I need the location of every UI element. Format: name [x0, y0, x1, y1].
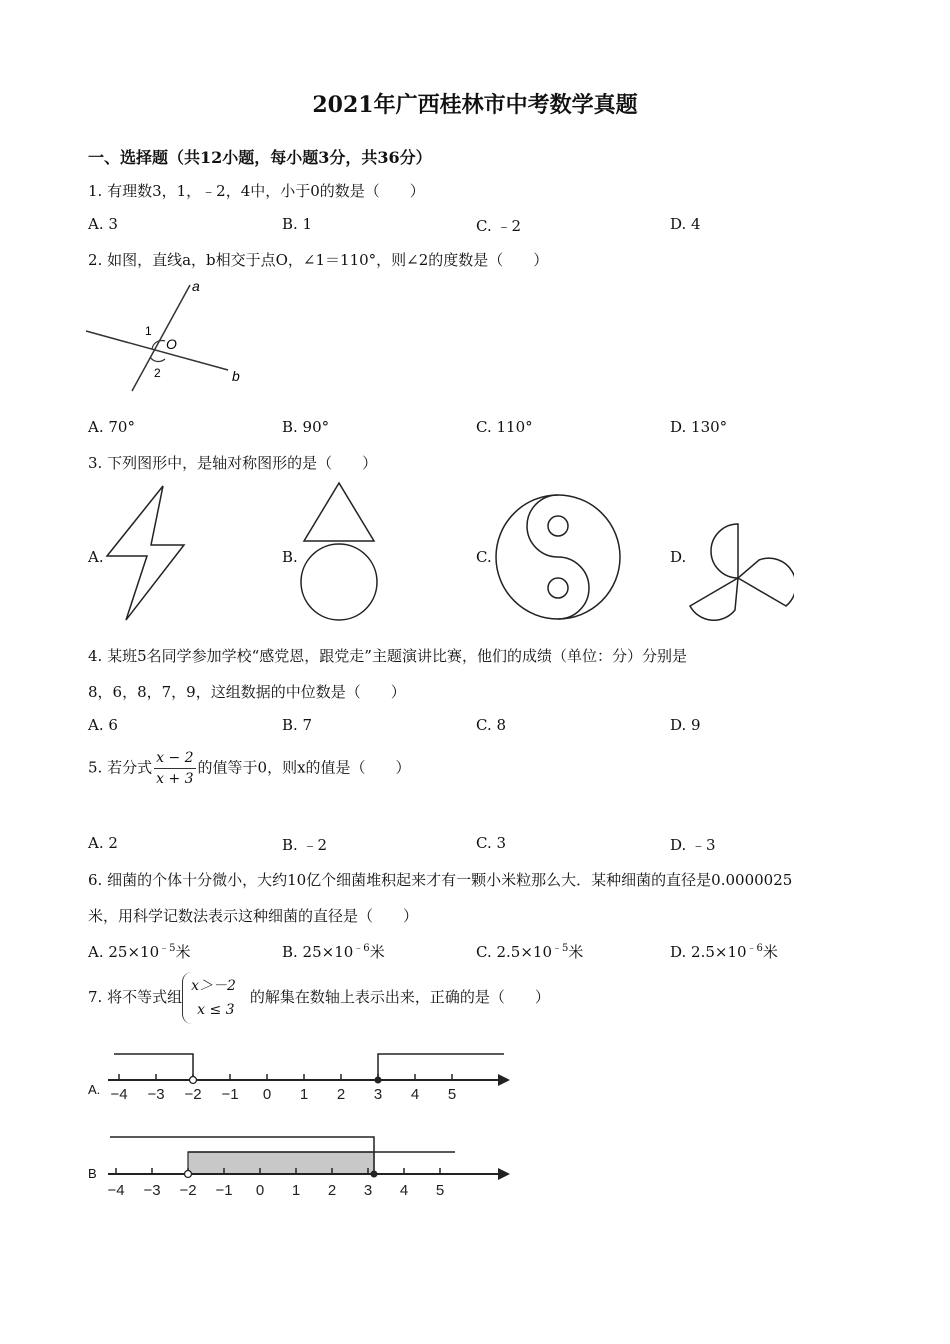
q6-c-exponent: ﹣5: [552, 943, 569, 954]
q6-d-unit: 米: [762, 943, 778, 961]
pinwheel-figure: [686, 520, 794, 622]
q6-option-b[interactable]: [282, 939, 385, 962]
q6-c-unit: 米: [568, 943, 584, 961]
number-line-b-tick-label: 2: [327, 1182, 337, 1199]
lightning-bolt-figure: [100, 482, 195, 624]
number-line-a-tick-label: 2: [336, 1086, 346, 1103]
q6-b-exponent: ﹣6: [353, 943, 370, 954]
q5-option-a[interactable]: A. 2: [88, 834, 118, 852]
number-line-b-tick-label: −1: [215, 1182, 233, 1199]
number-line-a-tick-label: 1: [299, 1086, 309, 1103]
number-line-a-tick-label: 0: [262, 1086, 272, 1103]
q4-option-d[interactable]: D. 9: [670, 716, 701, 734]
q6-a-base: A. 25×10: [88, 943, 160, 961]
q6-d-exponent: ﹣6: [746, 943, 763, 954]
number-line-a-tick-label: −4: [110, 1086, 128, 1103]
q6-option-d[interactable]: [670, 939, 778, 962]
point-o-label: O: [166, 336, 177, 352]
q3-option-b[interactable]: B.: [282, 548, 298, 566]
q7-inequality-system: [182, 972, 244, 1024]
number-line-a-tick-label: −3: [147, 1086, 165, 1103]
number-line-b-tick-label: 1: [291, 1182, 301, 1199]
intersecting-lines-figure: [80, 275, 260, 400]
q5-prefix: 5. 若分式: [88, 758, 153, 777]
number-line-a-tick-label: 3: [373, 1086, 383, 1103]
q4-option-b[interactable]: B. 7: [282, 716, 313, 734]
q1-option-d[interactable]: D. 4: [670, 215, 701, 233]
q6-b-base: B. 25×10: [282, 943, 354, 961]
number-line-a-tick-label: −2: [184, 1086, 202, 1103]
number-line-b-tick-label: 0: [255, 1182, 265, 1199]
question-3-text: 3. 下列图形中，是轴对称图形的是（ ）: [88, 454, 378, 472]
angle-2-label: 2: [154, 366, 161, 380]
q1-option-c[interactable]: C. ﹣2: [476, 217, 522, 235]
number-line-a-tick-label: −1: [221, 1086, 239, 1103]
q6-a-exponent: ﹣5: [159, 943, 176, 954]
question-1-text: 1. 有理数3，1，﹣2，4中，小于0的数是（ ）: [88, 182, 425, 200]
q6-d-base: D. 2.5×10: [670, 943, 747, 961]
q6-a-unit: 米: [175, 943, 191, 961]
q5-fraction: [154, 750, 195, 787]
q7-option-b-label[interactable]: B: [88, 1166, 97, 1181]
q7-prefix: 7. 将不等式组: [88, 988, 183, 1006]
q2-option-d[interactable]: D. 130°: [670, 418, 728, 436]
q3-option-d[interactable]: D.: [670, 548, 687, 566]
page-title: 2021年广西桂林市中考数学真题: [312, 92, 638, 118]
q2-option-a[interactable]: A. 70°: [88, 418, 135, 436]
q7-inequality-1: x＞－2: [191, 978, 236, 994]
q6-option-c[interactable]: [476, 939, 583, 962]
q7-suffix: 的解集在数轴上表示出来，正确的是（ ）: [249, 988, 550, 1006]
yin-yang-figure: [492, 491, 624, 623]
line-a-label: a: [192, 278, 200, 294]
q5-option-b[interactable]: B. ﹣2: [282, 836, 328, 854]
number-line-b-tick-label: 5: [435, 1182, 445, 1199]
question-4-line2: 8，6，8，7，9，这组数据的中位数是（ ）: [88, 683, 406, 701]
number-line-a: [100, 1045, 510, 1105]
question-2-text: 2. 如图，直线a，b相交于点O，∠1＝110°，则∠2的度数是（ ）: [88, 251, 549, 269]
q6-b-unit: 米: [369, 943, 385, 961]
section-heading: 一、选择题（共12小题，每小题3分，共36分）: [88, 148, 432, 167]
question-4-line1: 4. 某班5名同学参加学校“感党恩，跟党走”主题演讲比赛，他们的成绩（单位：分）分别是: [88, 647, 687, 665]
number-line-b-tick-label: −2: [179, 1182, 197, 1199]
number-line-b: [100, 1130, 510, 1200]
q5-denominator: x + 3: [156, 771, 194, 787]
q2-option-b[interactable]: B. 90°: [282, 418, 330, 436]
q1-option-b[interactable]: B. 1: [282, 215, 313, 233]
q1-option-a[interactable]: A. 3: [88, 215, 118, 233]
q2-option-c[interactable]: C. 110°: [476, 418, 533, 436]
line-b-label: b: [232, 368, 240, 384]
number-line-b-tick-label: −3: [143, 1182, 161, 1199]
q3-option-c[interactable]: C.: [476, 548, 492, 566]
q5-suffix: 的值等于0，则x的值是（ ）: [197, 758, 411, 777]
q4-option-c[interactable]: C. 8: [476, 716, 507, 734]
number-line-b-tick-label: −4: [107, 1182, 125, 1199]
triangle-circle-figure: [296, 480, 386, 624]
number-line-b-tick-label: 3: [363, 1182, 373, 1199]
number-line-a-tick-label: 5: [447, 1086, 457, 1103]
q5-option-d[interactable]: D. ﹣3: [670, 836, 716, 854]
angle-1-label: 1: [145, 324, 152, 338]
q6-c-base: C. 2.5×10: [476, 943, 552, 961]
number-line-a-tick-label: 4: [410, 1086, 420, 1103]
q5-numerator: x − 2: [154, 750, 195, 769]
q4-option-a[interactable]: A. 6: [88, 716, 118, 734]
question-7: [88, 972, 550, 1024]
q5-option-c[interactable]: C. 3: [476, 834, 507, 852]
number-line-b-tick-label: 4: [399, 1182, 409, 1199]
question-5: [88, 750, 411, 787]
q6-option-a[interactable]: [88, 939, 191, 962]
q7-option-a-label[interactable]: A.: [88, 1082, 101, 1097]
q3-option-a[interactable]: A.: [88, 548, 104, 566]
question-6-line2: 米，用科学记数法表示这种细菌的直径是（ ）: [88, 907, 419, 925]
question-6-line1: 6. 细菌的个体十分微小，大约10亿个细菌堆积起来才有一颗小米粒那么大．某种细菌的直径是0.0000025: [88, 871, 793, 889]
q7-inequality-2: x ≤ 3: [197, 1002, 235, 1018]
